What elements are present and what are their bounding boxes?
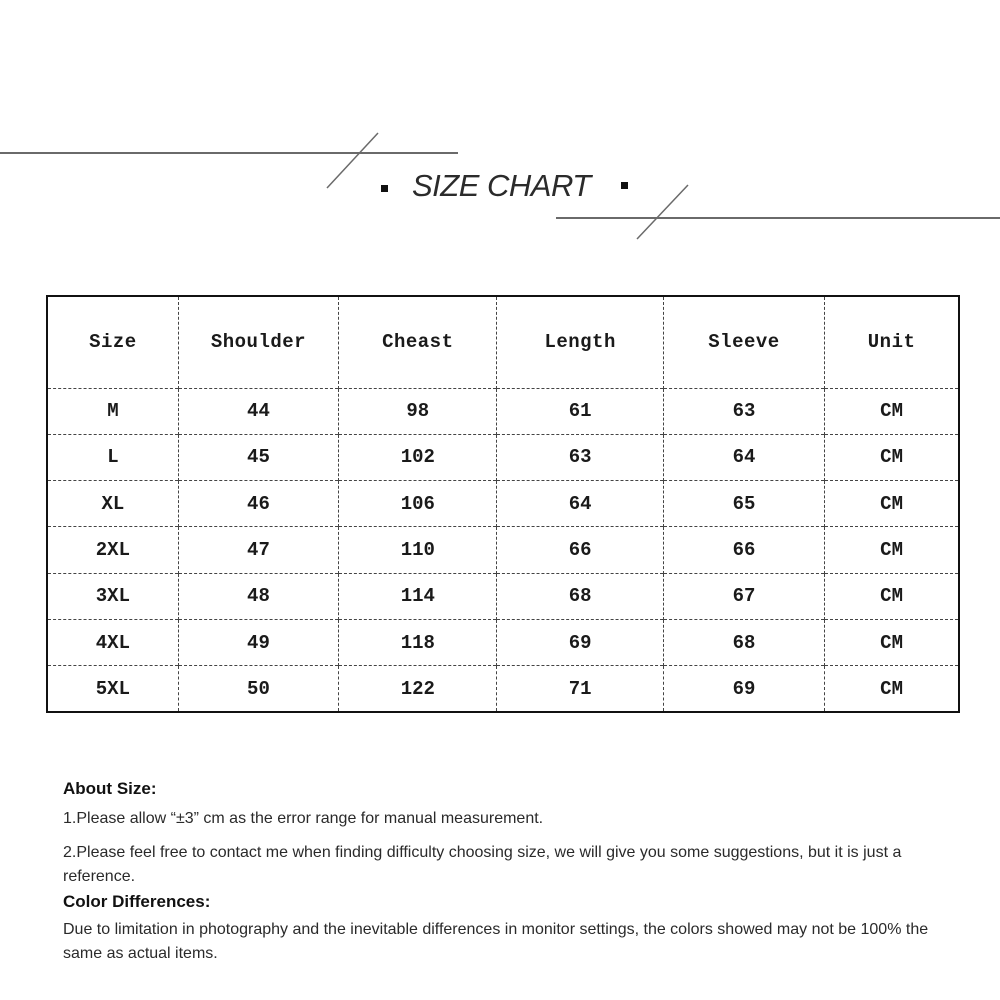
length-cell: 63	[497, 434, 663, 480]
square-bullet-icon	[381, 185, 388, 192]
sleeve-cell: 66	[663, 527, 824, 573]
table-row	[47, 666, 959, 712]
length-cell: 68	[497, 573, 663, 619]
size-cell: 3XL	[47, 573, 178, 619]
title-decoration-lines	[0, 0, 1000, 260]
shoulder-cell: 49	[178, 619, 338, 665]
color-differences-note: Due to limitation in photography and the inevitable differences in monitor settings, the colors showed may not be 100% the same as actual items.	[63, 921, 929, 962]
table-row	[47, 619, 959, 665]
size-cell: 2XL	[47, 527, 178, 573]
color-differences-heading: Color Differences:	[63, 892, 211, 911]
shoulder-cell: 46	[178, 481, 338, 527]
sleeve-cell: 69	[663, 666, 824, 712]
shoulder-cell: 50	[178, 666, 338, 712]
unit-cell: CM	[825, 573, 959, 619]
chest-cell: 102	[339, 434, 497, 480]
column-header-chest: Cheast	[339, 296, 497, 388]
page-title: SIZE CHART	[412, 168, 591, 203]
size-cell: M	[47, 388, 178, 434]
chest-cell: 98	[339, 388, 497, 434]
about-size-heading: About Size:	[63, 779, 157, 798]
about-size-note-1: 1.Please allow “±3” cm as the error range for manual measurement.	[63, 810, 544, 827]
sleeve-cell: 64	[663, 434, 824, 480]
table-row	[47, 481, 959, 527]
chest-cell: 118	[339, 619, 497, 665]
sleeve-cell: 67	[663, 573, 824, 619]
size-cell: L	[47, 434, 178, 480]
length-cell: 69	[497, 619, 663, 665]
chest-cell: 122	[339, 666, 497, 712]
unit-cell: CM	[825, 388, 959, 434]
size-cell: 5XL	[47, 666, 178, 712]
length-cell: 66	[497, 527, 663, 573]
sleeve-cell: 68	[663, 619, 824, 665]
length-cell: 61	[497, 388, 663, 434]
table-row	[47, 388, 959, 434]
column-header-sleeve: Sleeve	[663, 296, 824, 388]
chest-cell: 114	[339, 573, 497, 619]
sleeve-cell: 63	[663, 388, 824, 434]
unit-cell: CM	[825, 481, 959, 527]
column-header-shoulder: Shoulder	[178, 296, 338, 388]
unit-cell: CM	[825, 619, 959, 665]
length-cell: 71	[497, 666, 663, 712]
column-header-size: Size	[89, 331, 137, 354]
size-cell: 4XL	[47, 619, 178, 665]
table-row	[47, 527, 959, 573]
length-cell: 64	[497, 481, 663, 527]
table-header-row	[47, 296, 959, 388]
unit-cell: CM	[825, 666, 959, 712]
notes-section	[63, 778, 943, 966]
shoulder-cell: 45	[178, 434, 338, 480]
size-cell: XL	[47, 481, 178, 527]
square-bullet-icon	[621, 182, 628, 189]
shoulder-cell: 44	[178, 388, 338, 434]
table-row	[47, 573, 959, 619]
chest-cell: 110	[339, 527, 497, 573]
size-table	[46, 295, 960, 713]
sleeve-cell: 65	[663, 481, 824, 527]
unit-cell: CM	[825, 527, 959, 573]
column-header-unit: Unit	[825, 296, 959, 388]
table-row	[47, 434, 959, 480]
shoulder-cell: 48	[178, 573, 338, 619]
about-size-note-2: 2.Please feel free to contact me when finding difficulty choosing size, we will give you some suggestions, but it is just a reference.	[63, 844, 902, 885]
unit-cell: CM	[825, 434, 959, 480]
size-chart-header	[0, 168, 1000, 212]
column-header-length: Length	[497, 296, 663, 388]
shoulder-cell: 47	[178, 527, 338, 573]
chest-cell: 106	[339, 481, 497, 527]
